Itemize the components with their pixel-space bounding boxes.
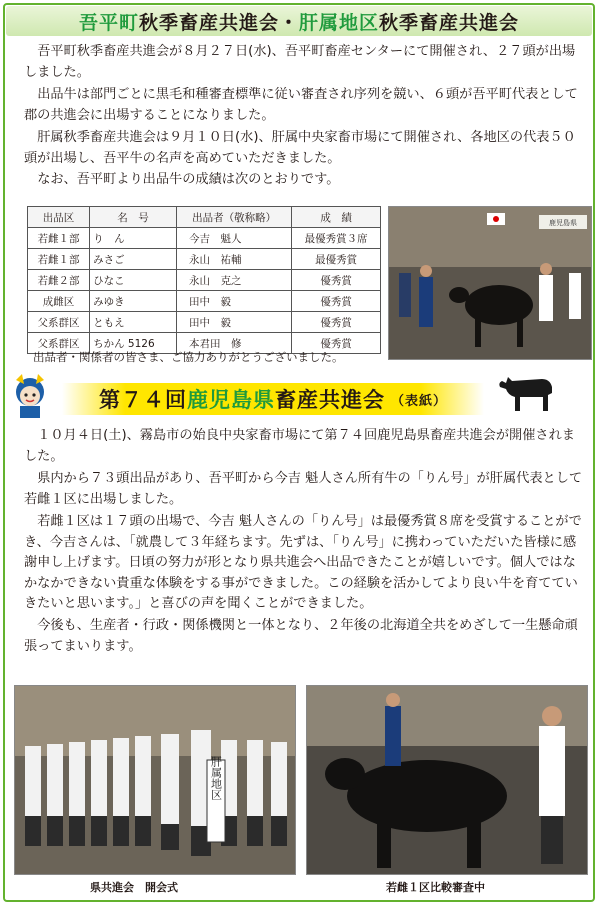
table-cell: みさご <box>90 249 177 270</box>
table-cell: 本君田 修 <box>176 333 291 354</box>
table-cell: 最優秀賞 <box>292 249 381 270</box>
section1-paragraph-2: 出品牛は部門ごとに黒毛和種審査標準に従い審査され序列を競い、６頭が吾平町代表として郡の共進会に出場することになりました。 <box>24 87 578 123</box>
section2-paragraph-1: １０月４日(土)、霧島市の始良中央家畜市場にて第７４回鹿児島県畜産共進会が開催されました。 <box>24 428 575 464</box>
table-cell: ちかん 5126 <box>90 333 177 354</box>
table-cell: 永山 祐輔 <box>176 249 291 270</box>
table-row <box>28 291 381 312</box>
results-table <box>27 206 381 354</box>
table-cell: 永山 克之 <box>176 270 291 291</box>
table-cell: り ん <box>90 228 177 249</box>
caption-right: 若雌１区比較審査中 <box>386 881 485 894</box>
section1-paragraph-1: 吾平町秋季畜産共進会が８月２７日(水)、吾平町畜産センターにて開催され、２７頭が出場しました。 <box>24 44 576 80</box>
table-header-row <box>28 207 381 228</box>
table-cell: 優秀賞 <box>292 312 381 333</box>
table-cell: 若雌１部 <box>28 249 90 270</box>
table-cell: 父系群区 <box>28 333 90 354</box>
table-cell: 優秀賞 <box>292 333 381 354</box>
table-row <box>28 312 381 333</box>
section2-title-part1: 第７４回 <box>98 388 187 412</box>
header-banner <box>6 6 592 36</box>
section1-paragraph-3: 肝属秋季畜産共進会は９月１０日(水)、肝属中央家畜市場にて開催され、各地区の代表５０頭が出場し、吾平牛の名声を高めていただきました。 <box>24 130 576 166</box>
table-header-cell: 成 績 <box>292 207 381 228</box>
table-row <box>28 270 381 291</box>
photo-comparison-judging <box>306 685 588 875</box>
table-header-cell: 出品区 <box>28 207 90 228</box>
section1-paragraph-4: なお、吾平町より出品牛の成績は次のとおりです。 <box>37 172 340 187</box>
table-cell: ひなこ <box>90 270 177 291</box>
table-cell: みゆき <box>90 291 177 312</box>
table-cell: 父系群区 <box>28 312 90 333</box>
table-cell: 今吉 魁人 <box>176 228 291 249</box>
table-cell: 田中 毅 <box>176 312 291 333</box>
thanks-note: 出品者・関係者の皆さま、ご協力ありがとうございました。 <box>33 350 344 364</box>
table-cell: 優秀賞 <box>292 291 381 312</box>
table-cell: 優秀賞 <box>292 270 381 291</box>
table-cell: 若雌２部 <box>28 270 90 291</box>
photo-cattle-judging <box>388 206 592 360</box>
photo-cattle-judging-illustration <box>389 207 591 359</box>
table-cell: 最優秀賞３席 <box>292 228 381 249</box>
section2-title-sub: （表紙） <box>390 393 447 409</box>
section2-paragraph-3: 若雌１区は１７頭の出場で、今吉 魁人さんの「りん号」は最優秀賞８席を受賞することができ、今吉さんは、「就農して３年経ちます。先ずは、「りん号」に携わっていただいた皆様に感謝申し上げます。日頃の努力が形となり県共進会へ出品できたことが嬉しいです。個人ではなかなかできない貴重な体験をする事ができました。この経験を活かしてより良い牛を育てていきたいと思います。」と喜びの声を聞くことができました。 <box>24 514 582 611</box>
table-header-cell: 名 号 <box>90 207 177 228</box>
section2-paragraph-4: 今後も、生産者・行政・関係機関と一体となり、２年後の北海道全共をめざして一生懸命頑張ってまいります。 <box>24 618 578 654</box>
mascot-icon <box>6 372 54 420</box>
table-row <box>28 249 381 270</box>
table-cell: 若雌１部 <box>28 228 90 249</box>
photo-comparison-judging-illustration <box>307 686 587 874</box>
photo-opening-ceremony-illustration <box>15 686 295 874</box>
table-cell: 田中 毅 <box>176 291 291 312</box>
table-header-cell: 出品者（敬称略） <box>176 207 291 228</box>
header-part1: 吾平町 <box>78 11 139 34</box>
cow-icon <box>498 369 558 415</box>
section2-title-part3: 畜産共進会 <box>274 388 385 412</box>
section2-title-part2: 鹿児島県 <box>186 388 275 412</box>
header-part3: 肝属地区 <box>299 11 380 34</box>
header-part4: 秋季畜産共進会 <box>379 11 520 34</box>
section2-title-banner <box>62 383 484 415</box>
photo-opening-ceremony <box>14 685 296 875</box>
photo-sign-flag: 鹿児島県 <box>549 219 577 227</box>
section2-paragraph-2: 県内から７３頭出品があり、吾平町から今吉 魁人さん所有牛の「りん号」が肝属代表として若雌１区に出場しました。 <box>24 471 583 507</box>
table-cell: ともえ <box>90 312 177 333</box>
photo-sign-district: 肝属地区 <box>209 756 223 800</box>
table-row <box>28 228 381 249</box>
caption-left: 県共進会 開会式 <box>90 881 178 894</box>
table-cell: 成雌区 <box>28 291 90 312</box>
header-part2: 秋季畜産共進会・ <box>138 11 299 34</box>
